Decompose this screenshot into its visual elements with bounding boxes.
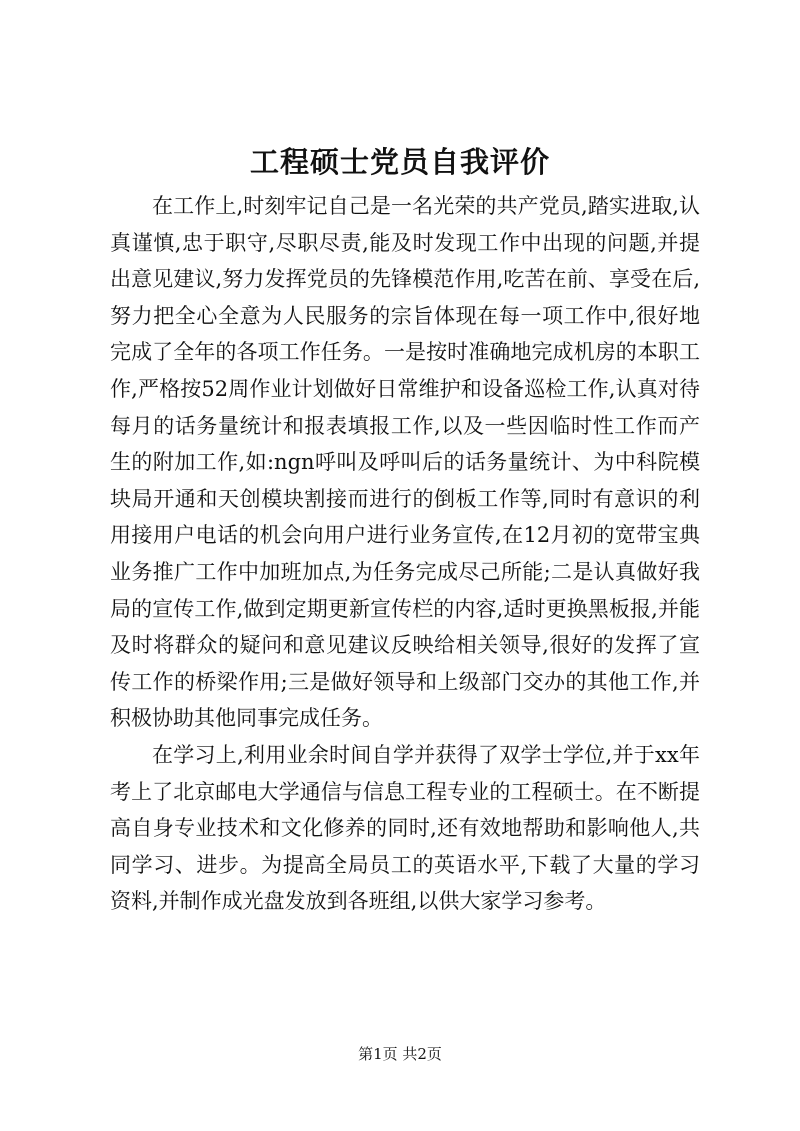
paragraph-study: 在学习上,利用业余时间自学并获得了双学士学位,并于xx年考上了北京邮电大学通信与信息工程专业的工程硕士。在不断提高自身专业技术和文化修养的同时,还有效地帮助和影响他人,共同学习、进步。为提高全局员工的英语水平,下载了大量的学习资料,并制作成光盘发放到各班组,以供大家学习参考。 xyxy=(110,742,700,914)
document-title: 工程硕士党员自我评价 xyxy=(249,145,550,179)
document-body xyxy=(110,188,700,920)
page-number-footer: 第1页 共2页 xyxy=(358,1045,442,1063)
paragraph-work: 在工作上,时刻牢记自己是一名光荣的共产党员,踏实进取,认真谨慎,忠于职守,尽职尽责,能及时发现工作中出现的问题,并提出意见建议,努力发挥党员的先锋模范作用,吃苦在前、享受在后,努力把全心全意为人民服务的宗旨体现在每一项工作中,很好地完成了全年的各项工作任务。一是按时准确地完成机房的本职工作,严格按52周作业计划做好日常维护和设备巡检工作,认真对待每月的话务量统计和报表填报工作,以及一些因临时性工作而产生的附加工作,如:ngn呼叫及呼叫后的话务量统计、为中科院模块局开通和天创模块割接而进行的倒板工作等,同时有意识的利用接用户电话的机会向用户进行业务宣传,在12月初的宽带宝典业务推广工作中加班加点,为任务完成尽己所能;二是认真做好我局的宣传工作,做到定期更新宣传栏的内容,适时更换黑板报,并能及时将群众的疑问和意见建议反映给相关领导,很好的发挥了宣传工作的桥梁作用;三是做好领导和上级部门交办的其他工作,并积极协助其他同事完成任务。 xyxy=(110,194,700,731)
